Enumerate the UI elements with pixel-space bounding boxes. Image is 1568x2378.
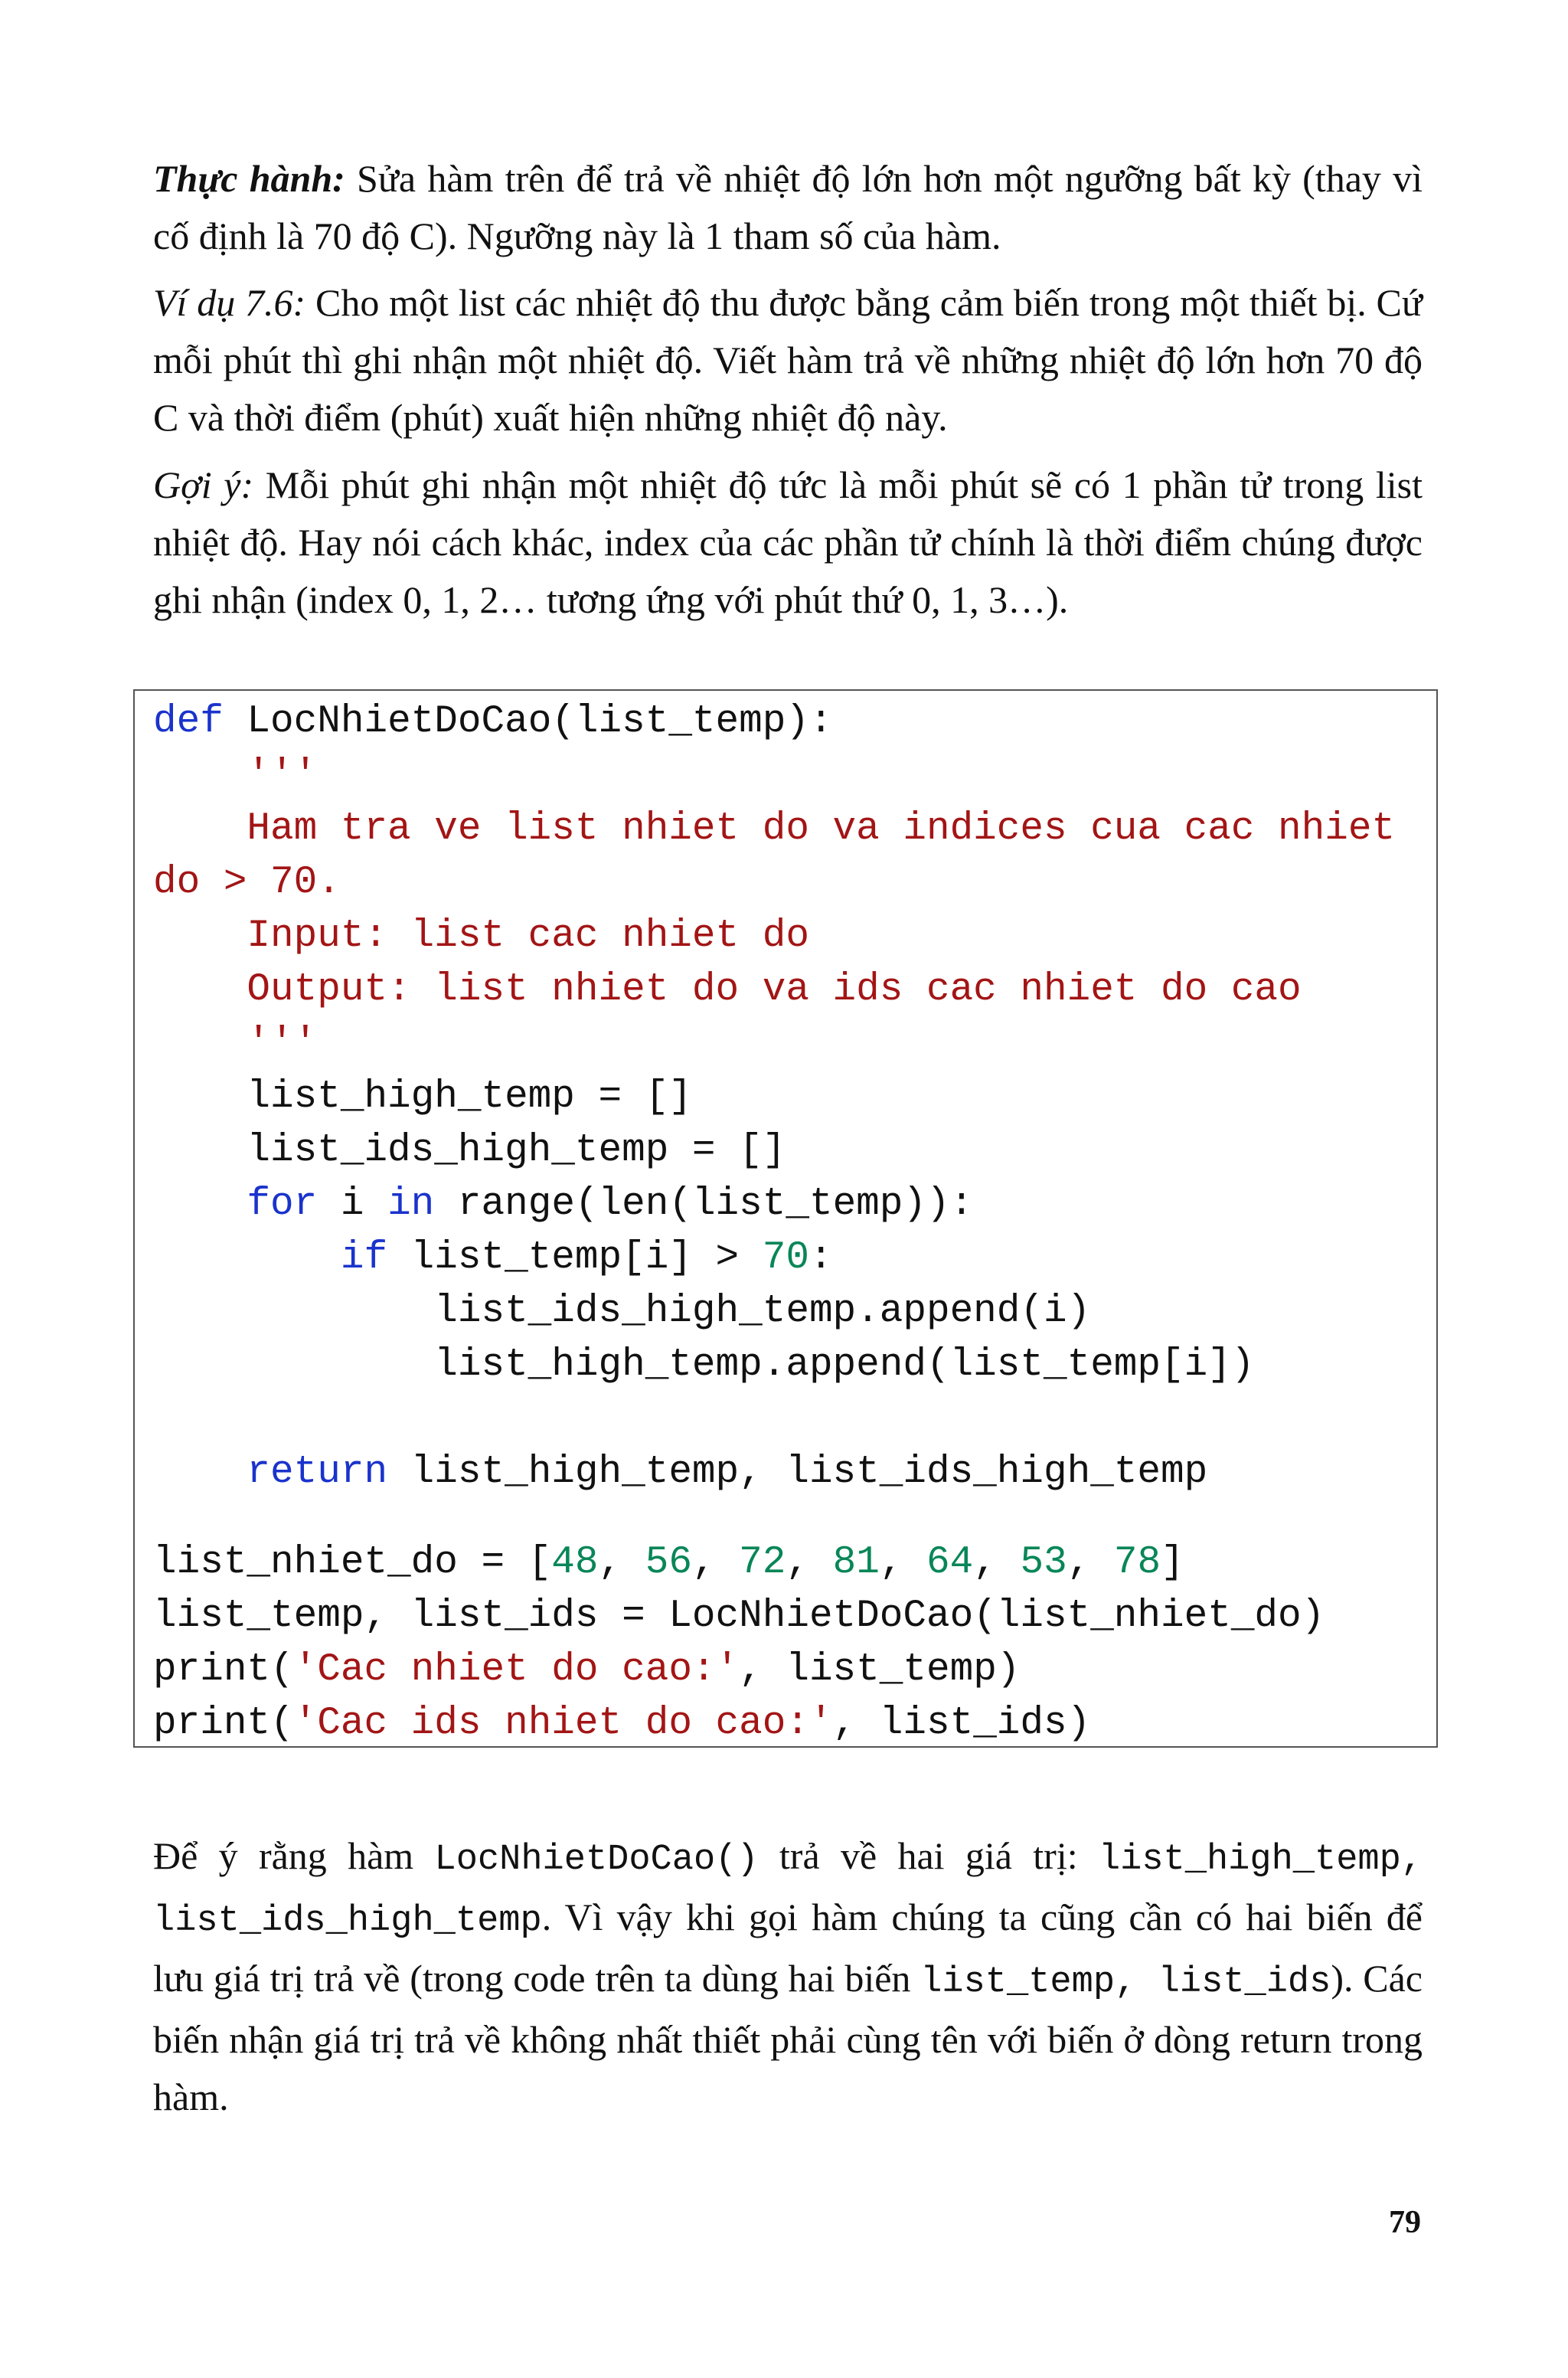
- code-line: Output: list nhiet do va ids cac nhiet do cao: [153, 968, 1302, 1012]
- code-text: list_temp[i] >: [387, 1236, 763, 1280]
- code-keyword: for: [247, 1182, 318, 1226]
- code-line: Input: list cac nhiet do: [153, 914, 809, 958]
- code-line: [153, 1446, 1207, 1500]
- code-number: 53: [1020, 1541, 1067, 1585]
- code-number: 78: [1113, 1541, 1161, 1585]
- example-text: Cho một list các nhiệt độ thu được bằng cảm biến trong một thiết bị. Cứ mỗi phút thì ghi nhận một nhiệt độ. Viết hàm trả về những nhiệt độ lớn hơn 70 độ C và thời điểm (phút) xuất hiện những nhiệt độ này.: [153, 281, 1423, 439]
- inline-code: LocNhietDoCao(): [434, 1840, 759, 1880]
- note-text: ). Các biến nhận giá trị trả về không nhất thiết phải cùng tên với biến ở dòng return trong hàm.: [153, 1957, 1423, 2118]
- note-text: . Vì vậy khi gọi hàm chúng ta cũng cần có hai biến để lưu giá trị trả về (trong code trên ta dùng hai biến: [153, 1896, 1423, 2000]
- note-text: trả về hai giá trị:: [758, 1834, 1099, 1877]
- code-number: 72: [739, 1541, 786, 1585]
- code-line: ''': [153, 754, 318, 797]
- code-text: list_high_temp, list_ids_high_temp: [387, 1451, 1208, 1494]
- code-text: list_nhiet_do = [: [153, 1541, 552, 1585]
- code-line: ''': [153, 1022, 318, 1065]
- code-number-list: [551, 1541, 1161, 1585]
- code-text: , list_temp): [739, 1648, 1021, 1692]
- code-separator: ,: [1067, 1541, 1114, 1585]
- inline-code: list_high_temp, list_ids_high_temp: [153, 1840, 1423, 1941]
- code-line: list_temp, list_ids = LocNhietDoCao(list_nhiet_do): [153, 1595, 1325, 1638]
- code-indent: [153, 1236, 341, 1280]
- code-separator: ,: [879, 1541, 927, 1585]
- hint-paragraph: [153, 456, 1423, 629]
- code-line: list_ids_high_temp.append(i): [153, 1290, 1091, 1333]
- code-line: [153, 695, 833, 749]
- practice-text: Sửa hàm trên để trả về nhiệt độ lớn hơn một ngưỡng bất kỳ (thay vì cố định là 70 độ C). Ngưỡng này là 1 tham số của hàm.: [153, 157, 1423, 257]
- code-line: [153, 1232, 833, 1285]
- code-line: list_high_temp.append(list_temp[i]): [153, 1343, 1255, 1387]
- code-line: do > 70.: [153, 861, 341, 904]
- note-paragraph: [153, 1827, 1423, 2126]
- example-paragraph: [153, 274, 1423, 446]
- code-keyword: return: [247, 1451, 388, 1494]
- code-line: [153, 1697, 1090, 1751]
- page-number: 79: [1389, 2205, 1421, 2240]
- code-string: 'Cac nhiet do cao:': [293, 1648, 740, 1692]
- code-number: 64: [926, 1541, 974, 1585]
- code-text: print(: [153, 1702, 294, 1745]
- hint-label: Gợi ý:: [153, 463, 254, 506]
- code-keyword: in: [387, 1182, 435, 1226]
- code-text: :: [808, 1236, 833, 1280]
- code-number: 70: [762, 1236, 809, 1280]
- practice-paragraph: [153, 150, 1423, 265]
- hint-text: Mỗi phút ghi nhận một nhiệt độ tức là mỗi phút sẽ có 1 phần tử trong list nhiệt độ. Hay nói cách khác, index của các phần tử chính là thời điểm chúng được ghi nhận (index 0, 1, 2… tương ứng với phút thứ 0, 1, 3…).: [153, 463, 1423, 621]
- code-block: [133, 689, 1438, 1748]
- code-keyword: if: [340, 1236, 388, 1280]
- code-text: range(len(list_temp)):: [434, 1182, 974, 1226]
- example-label: Ví dụ 7.6:: [153, 281, 306, 324]
- code-string: 'Cac ids nhiet do cao:': [293, 1702, 833, 1745]
- code-separator: ,: [786, 1541, 833, 1585]
- code-keyword: def: [153, 700, 224, 744]
- inline-code: list_temp, list_ids: [920, 1962, 1331, 2003]
- code-line: [153, 1536, 1184, 1590]
- code-text: i: [317, 1182, 388, 1226]
- code-indent: [153, 1182, 247, 1226]
- code-text: print(: [153, 1648, 294, 1692]
- code-line: Ham tra ve list nhiet do va indices cua cac nhiet: [153, 807, 1396, 851]
- code-number: 56: [645, 1541, 692, 1585]
- code-line: [153, 1644, 1020, 1697]
- code-line: [153, 1178, 973, 1232]
- note-text: Để ý rằng hàm: [153, 1834, 435, 1877]
- code-line: list_high_temp = []: [153, 1075, 692, 1119]
- code-text: , list_ids): [832, 1702, 1091, 1745]
- code-line: list_ids_high_temp = []: [153, 1129, 786, 1173]
- code-text: ]: [1161, 1541, 1184, 1585]
- code-number: 48: [551, 1541, 599, 1585]
- code-number: 81: [832, 1541, 880, 1585]
- code-separator: ,: [598, 1541, 645, 1585]
- code-separator: ,: [691, 1541, 740, 1585]
- code-text: LocNhietDoCao(list_temp):: [223, 700, 833, 744]
- code-indent: [153, 1451, 247, 1494]
- practice-label: Thực hành:: [153, 157, 345, 200]
- code-separator: ,: [973, 1541, 1021, 1585]
